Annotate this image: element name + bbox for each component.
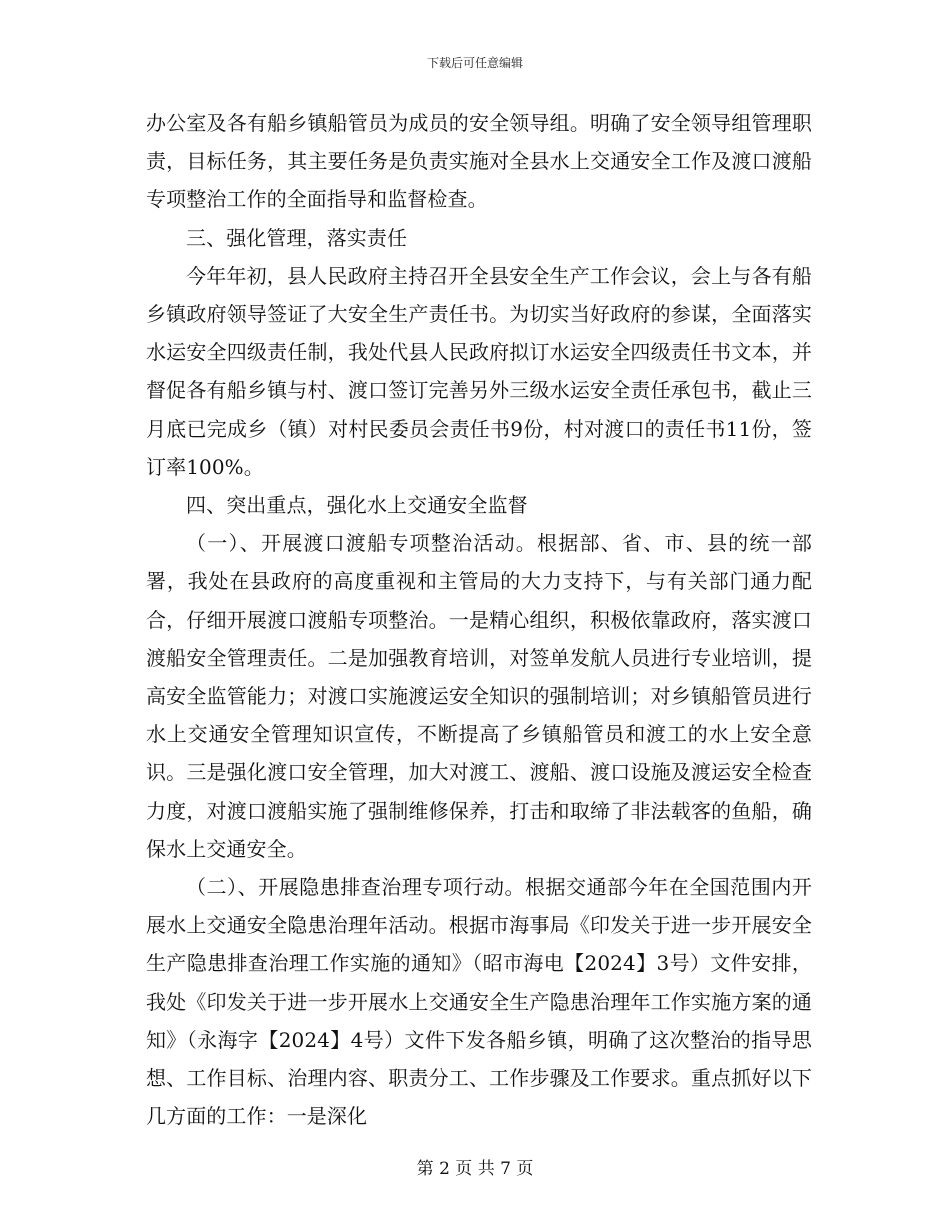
paragraph: （二）、开展隐患排查治理专项行动。根据交通部今年在全国范围内开展水上交通安全隐患治理年活动。根据市海事局《印发关于进一步开展安全生产隐患排查治理工作实施的通知》（昭市海电【2024】3号）文件安排，我处《印发关于进一步开展水上交通安全生产隐患治理年工作实施方案的通知》（永海字【2024】4号）文件下发各船乡镇，明确了这次整治的指导思想、工作目标、治理内容、职责分工、工作步骤及工作要求。重点抓好以下几方面的工作：一是深化 (146, 875, 812, 1129)
section-heading: 三、强化管理，落实责任 (186, 225, 408, 250)
paragraph: 今年年初，县人民政府主持召开全县安全生产工作会议，会上与各有船乡镇政府领导签证了大安全生产责任书。为切实当好政府的参谋，全面落实水运安全四级责任制，我处代县人民政府拟订水运安全四级责任书文本，并督促各有船乡镇与村、渡口签订完善另外三级水运安全责任承包书，截止三月底已完成乡（镇）对村民委员会责任书9份，村对渡口的责任书11份，签订率100%。 (146, 263, 812, 479)
page-number-label: 第 2 页 共 7 页 (416, 1159, 534, 1179)
document-body (146, 104, 812, 1135)
section-heading: 四、突出重点，强化水上交通安全监督 (186, 493, 528, 518)
paragraph: （一）、开展渡口渡船专项整治活动。根据部、省、市、县的统一部署，我处在县政府的高度重视和主管局的大力支持下，与有关部门通力配合，仔细开展渡口渡船专项整治。一是精心组织，积极依靠政府，落实渡口渡船安全管理责任。二是加强教育培训，对签单发航人员进行专业培训，提高安全监管能力；对渡口实施渡运安全知识的强制培训；对乡镇船管员进行水上交通安全管理知识宣传，不断提高了乡镇船管员和渡工的水上安全意识。三是强化渡口安全管理，加大对渡工、渡船、渡口设施及渡运安全检查力度，对渡口渡船实施了强制维修保养，打击和取缔了非法载客的鱼船，确保水上交通安全。 (146, 531, 812, 861)
page-header-note: 下载后可任意编辑 (426, 56, 523, 70)
page-footer (0, 1154, 950, 1179)
paragraph: 办公室及各有船乡镇船管员为成员的安全领导组。明确了安全领导组管理职责，目标任务，其主要任务是负责实施对全县水上交通安全工作及渡口渡船专项整治工作的全面指导和监督检查。 (146, 111, 812, 212)
